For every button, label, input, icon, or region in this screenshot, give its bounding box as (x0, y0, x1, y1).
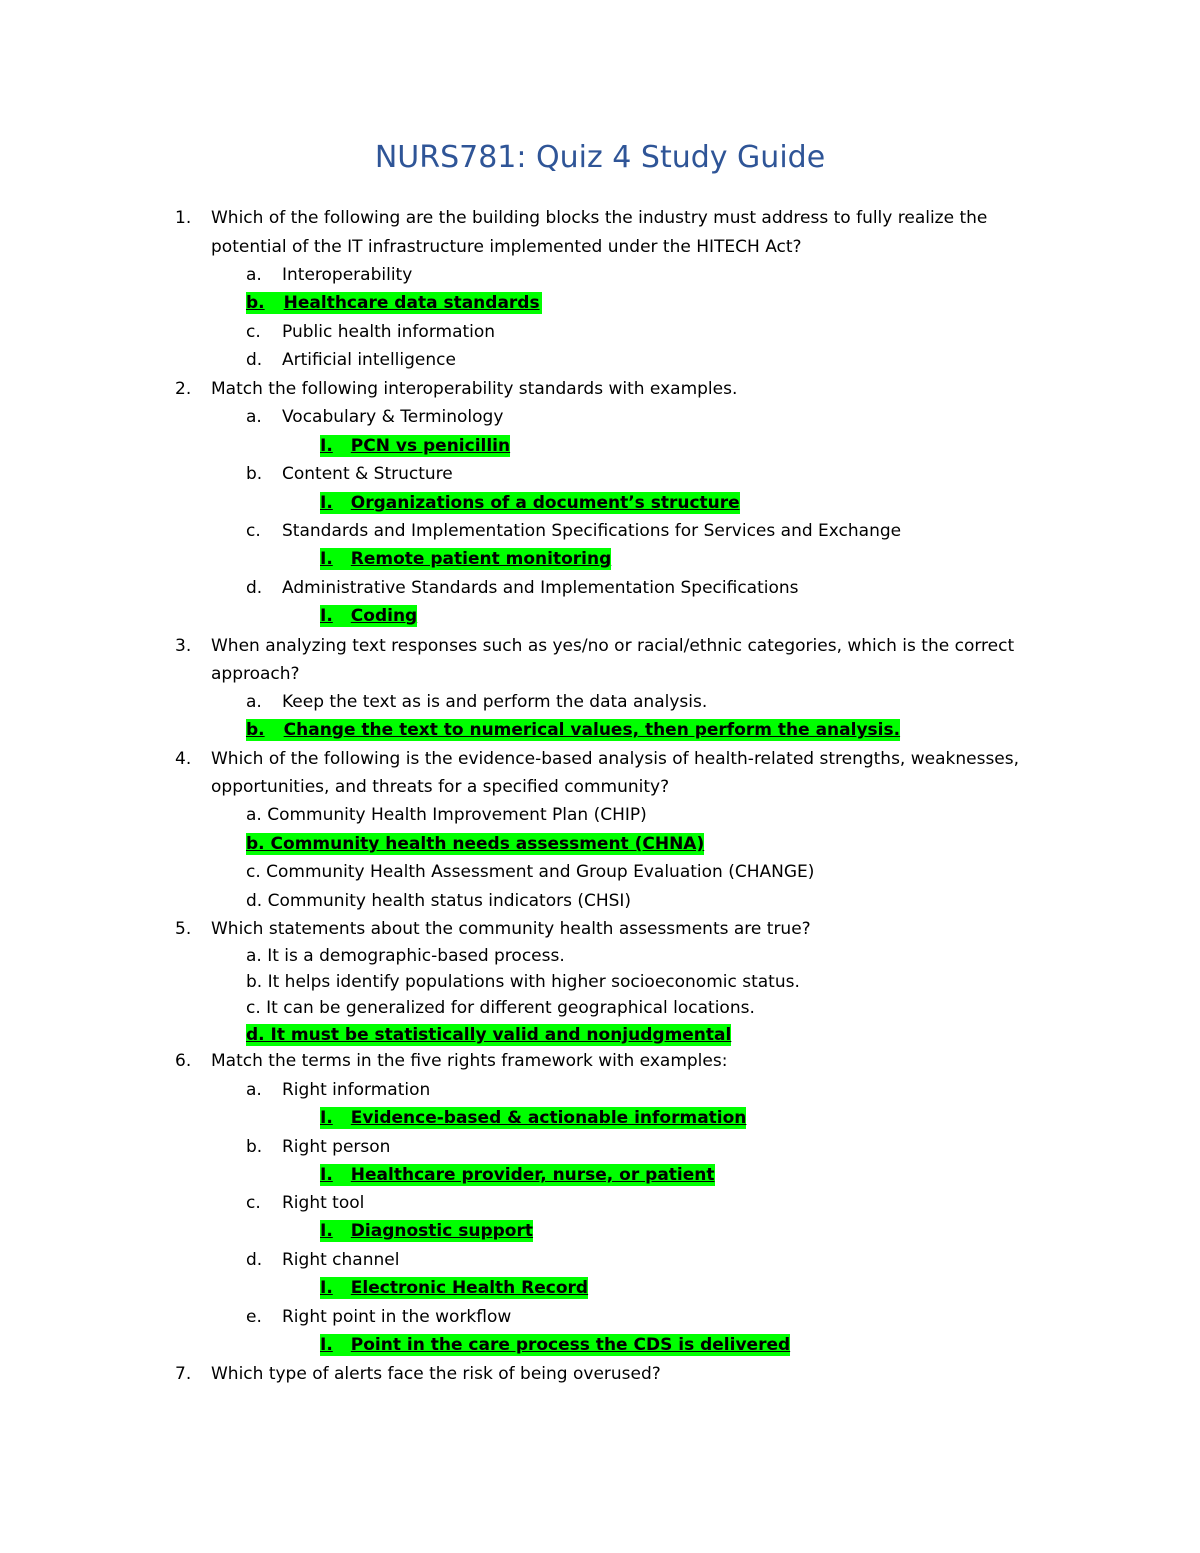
option-letter: b. (246, 720, 265, 740)
answer-marker: I. (320, 1221, 333, 1241)
option-text: Administrative Standards and Implementation Specifications (282, 578, 799, 598)
option-text: Public health information (282, 322, 496, 342)
option-text: Right person (282, 1137, 391, 1157)
option-text: Right tool (282, 1193, 365, 1213)
answer-marker: I. (320, 493, 333, 513)
option-letter: d. (246, 1250, 263, 1270)
option-text: Standards and Implementation Specifications for Services and Exchange (282, 521, 902, 541)
question-text: Which of the following is the evidence-based analysis of health-related strengths, weaknesses, (211, 749, 1020, 769)
question-text: approach? (211, 664, 300, 684)
answer-marker: I. (320, 436, 333, 456)
option-letter: c. (246, 1193, 261, 1213)
question-number: 7. (175, 1364, 192, 1384)
question-text: Which of the following are the building blocks the industry must address to fully realize the (211, 208, 988, 228)
option-letter: b. (246, 1137, 263, 1157)
option-text: Change the text to numerical values, then perform the analysis. (283, 720, 901, 740)
answer-marker: I. (320, 1165, 333, 1185)
option-letter: b. (246, 464, 263, 484)
option-text: c. Community Health Assessment and Group Evaluation (CHANGE) (246, 862, 815, 882)
question-number: 2. (175, 379, 192, 399)
question-text: opportunities, and threats for a specified community? (211, 777, 670, 797)
answer-option: b. Community health needs assessment (CHNA) (246, 834, 705, 854)
match-answer (320, 1107, 746, 1129)
question-text: Match the terms in the five rights framework with examples: (211, 1051, 728, 1071)
option-text: Right channel (282, 1250, 400, 1270)
answer-option: d. It must be statistically valid and nonjudgmental (246, 1025, 732, 1045)
option-letter: a. (246, 407, 262, 427)
option-letter: a. (246, 265, 262, 285)
option-letter: c. (246, 521, 261, 541)
answer-marker: I. (320, 1278, 333, 1298)
answer-text: Evidence-based & actionable information (350, 1108, 747, 1128)
option-text: a. It is a demographic-based process. (246, 946, 565, 966)
question-number: 6. (175, 1051, 192, 1071)
question-text: When analyzing text responses such as yes/no or racial/ethnic categories, which is the correct (211, 636, 1015, 656)
question-number: 3. (175, 636, 192, 656)
option-letter: a. (246, 692, 262, 712)
answer-marker: I. (320, 1108, 333, 1128)
question-number: 5. (175, 919, 192, 939)
question-text: Which statements about the community health assessments are true? (211, 919, 811, 939)
option-text: Artificial intelligence (282, 350, 456, 370)
match-answer (320, 492, 740, 514)
option-text: d. Community health status indicators (CHSI) (246, 891, 632, 911)
option-text: Keep the text as is and perform the data analysis. (282, 692, 708, 712)
option-letter: a. (246, 1080, 262, 1100)
answer-marker: I. (320, 606, 333, 626)
match-answer (320, 435, 510, 457)
question-text: potential of the IT infrastructure implemented under the HITECH Act? (211, 237, 802, 257)
option-text: Vocabulary & Terminology (282, 407, 504, 427)
option-text: a. Community Health Improvement Plan (CHIP) (246, 805, 647, 825)
answer-text: Coding (350, 606, 418, 626)
answer-text: Healthcare provider, nurse, or patient (350, 1165, 715, 1185)
option-letter: d. (246, 578, 263, 598)
answer-text: Electronic Health Record (350, 1278, 589, 1298)
answer-text: Point in the care process the CDS is delivered (350, 1335, 791, 1355)
match-answer (320, 605, 417, 627)
option-text: b. It helps identify populations with higher socioeconomic status. (246, 972, 800, 992)
option-text: Healthcare data standards (283, 293, 540, 313)
option-letter: e. (246, 1307, 262, 1327)
match-answer (320, 1334, 790, 1356)
answer-text: Diagnostic support (350, 1221, 533, 1241)
option-text: Right information (282, 1080, 431, 1100)
question-text: Match the following interoperability standards with examples. (211, 379, 738, 399)
option-letter: d. (246, 350, 263, 370)
question-text: Which type of alerts face the risk of being overused? (211, 1364, 661, 1384)
match-answer (320, 1277, 588, 1299)
answer-text: PCN vs penicillin (350, 436, 511, 456)
match-answer (320, 1220, 533, 1242)
answer-option (246, 292, 542, 314)
answer-marker: I. (320, 1335, 333, 1355)
answer-text: Organizations of a document’s structure (350, 493, 740, 513)
answer-text: Remote patient monitoring (350, 549, 612, 569)
answer-option (246, 719, 900, 741)
page-title: NURS781: Quiz 4 Study Guide (374, 140, 826, 175)
question-number: 4. (175, 749, 192, 769)
option-text: Content & Structure (282, 464, 453, 484)
match-answer (320, 548, 611, 570)
option-text: Right point in the workflow (282, 1307, 512, 1327)
question-number: 1. (175, 208, 192, 228)
option-letter: c. (246, 322, 261, 342)
option-letter: b. (246, 293, 265, 313)
match-answer (320, 1164, 715, 1186)
option-text: Interoperability (282, 265, 413, 285)
option-text: c. It can be generalized for different geographical locations. (246, 998, 755, 1018)
answer-marker: I. (320, 549, 333, 569)
